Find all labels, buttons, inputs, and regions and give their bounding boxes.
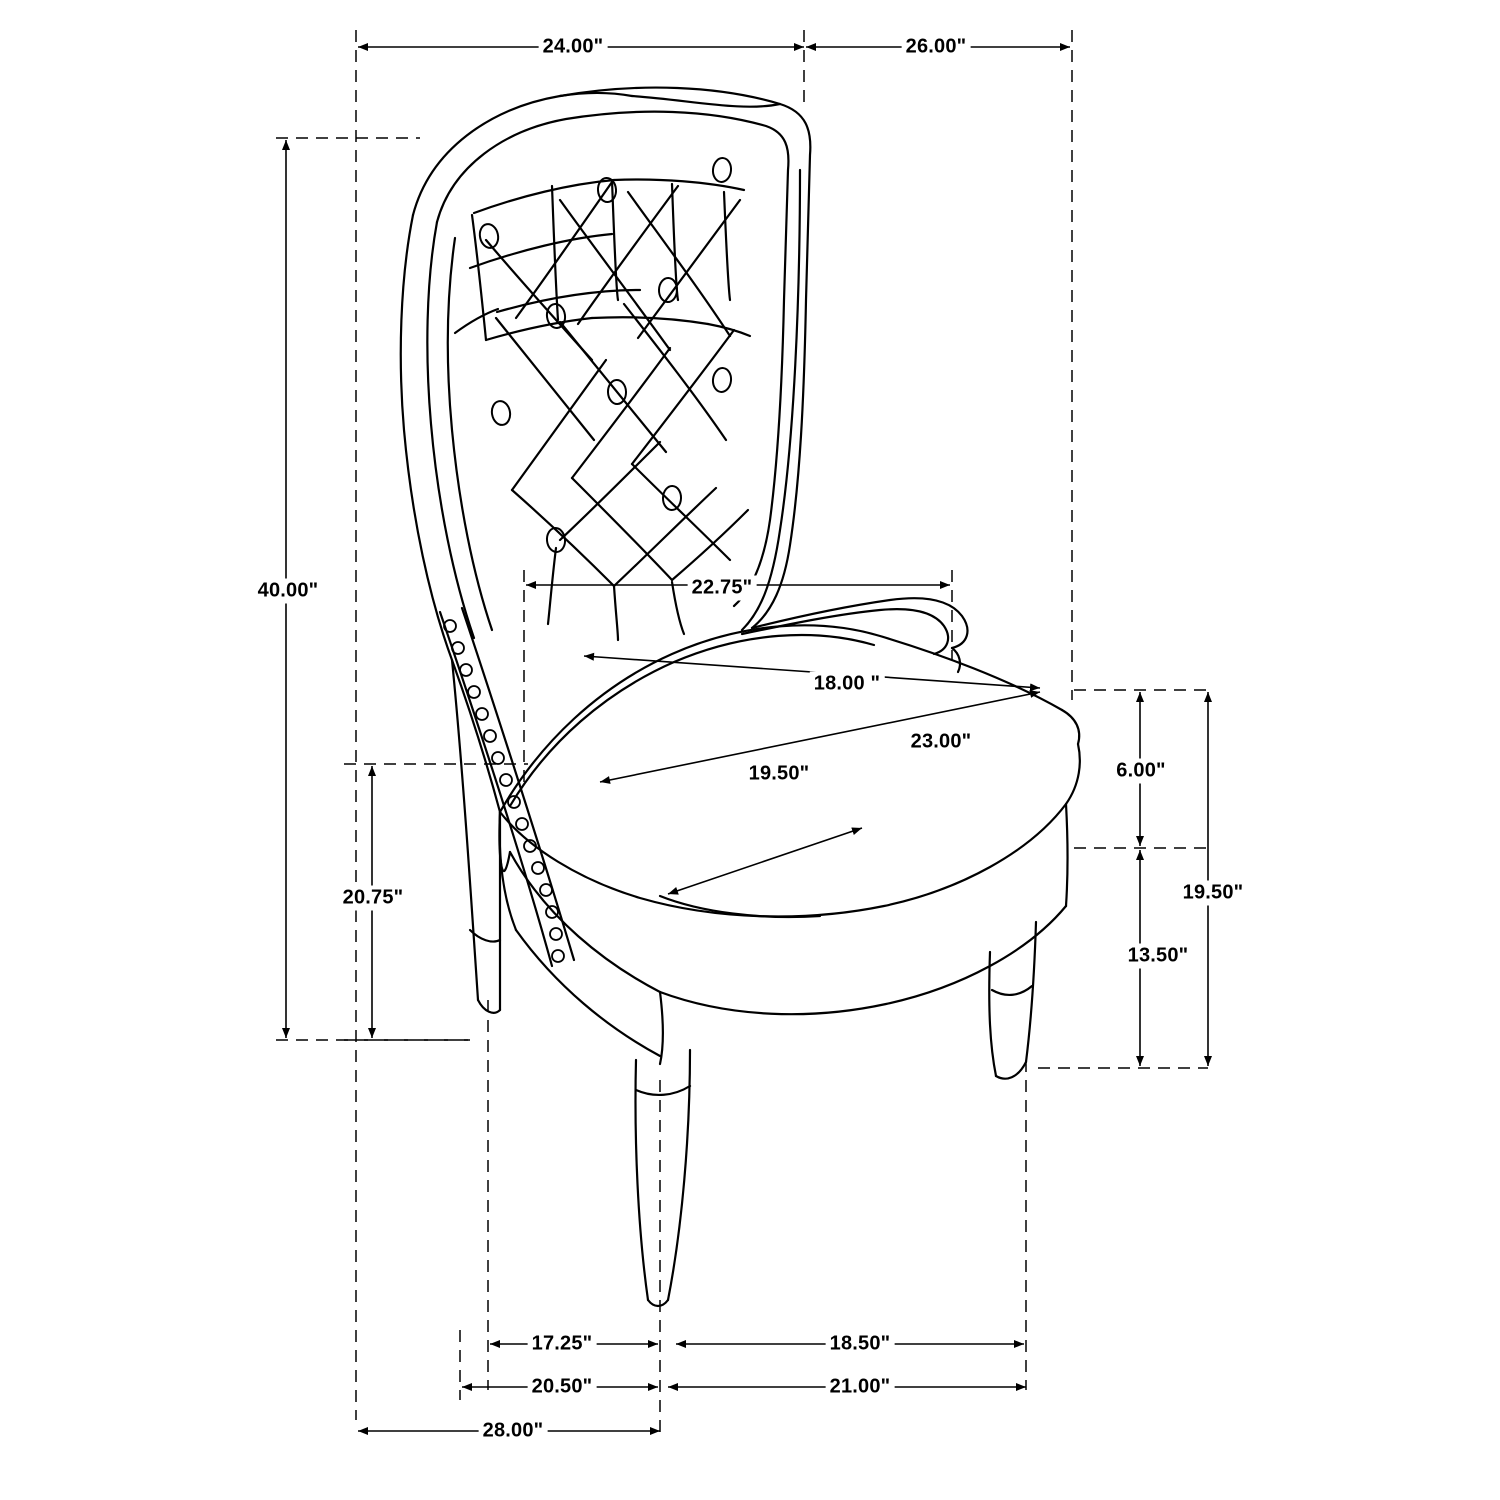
dimension-label-top-left-width: 24.00"	[539, 35, 608, 60]
dimension-label-seat-width-diagonal: 23.00"	[907, 730, 976, 755]
dimension-label-top-right-width: 26.00"	[902, 35, 971, 60]
dimension-label-seat-diagonal: 19.50"	[745, 762, 814, 787]
dimension-label-back-inner-width: 22.75"	[688, 576, 757, 601]
dimension-label-mid-left-span: 20.50"	[528, 1375, 597, 1400]
dimension-label-mid-right-span: 21.00"	[826, 1375, 895, 1400]
dimension-label-overall-depth: 28.00"	[479, 1419, 548, 1444]
dimension-label-arm-height: 20.75"	[339, 886, 408, 911]
dimension-label-seat-depth-diagonal: 18.00 "	[810, 672, 885, 697]
dimension-label-seat-height-overall: 19.50"	[1179, 881, 1248, 906]
dimension-label-leg-height: 13.50"	[1124, 944, 1193, 969]
dimension-label-overall-height: 40.00"	[254, 579, 323, 604]
dimension-label-seat-cushion-height: 6.00"	[1112, 759, 1169, 784]
dimension-label-front-right-span: 18.50"	[826, 1332, 895, 1357]
dimension-label-front-left-span: 17.25"	[528, 1332, 597, 1357]
